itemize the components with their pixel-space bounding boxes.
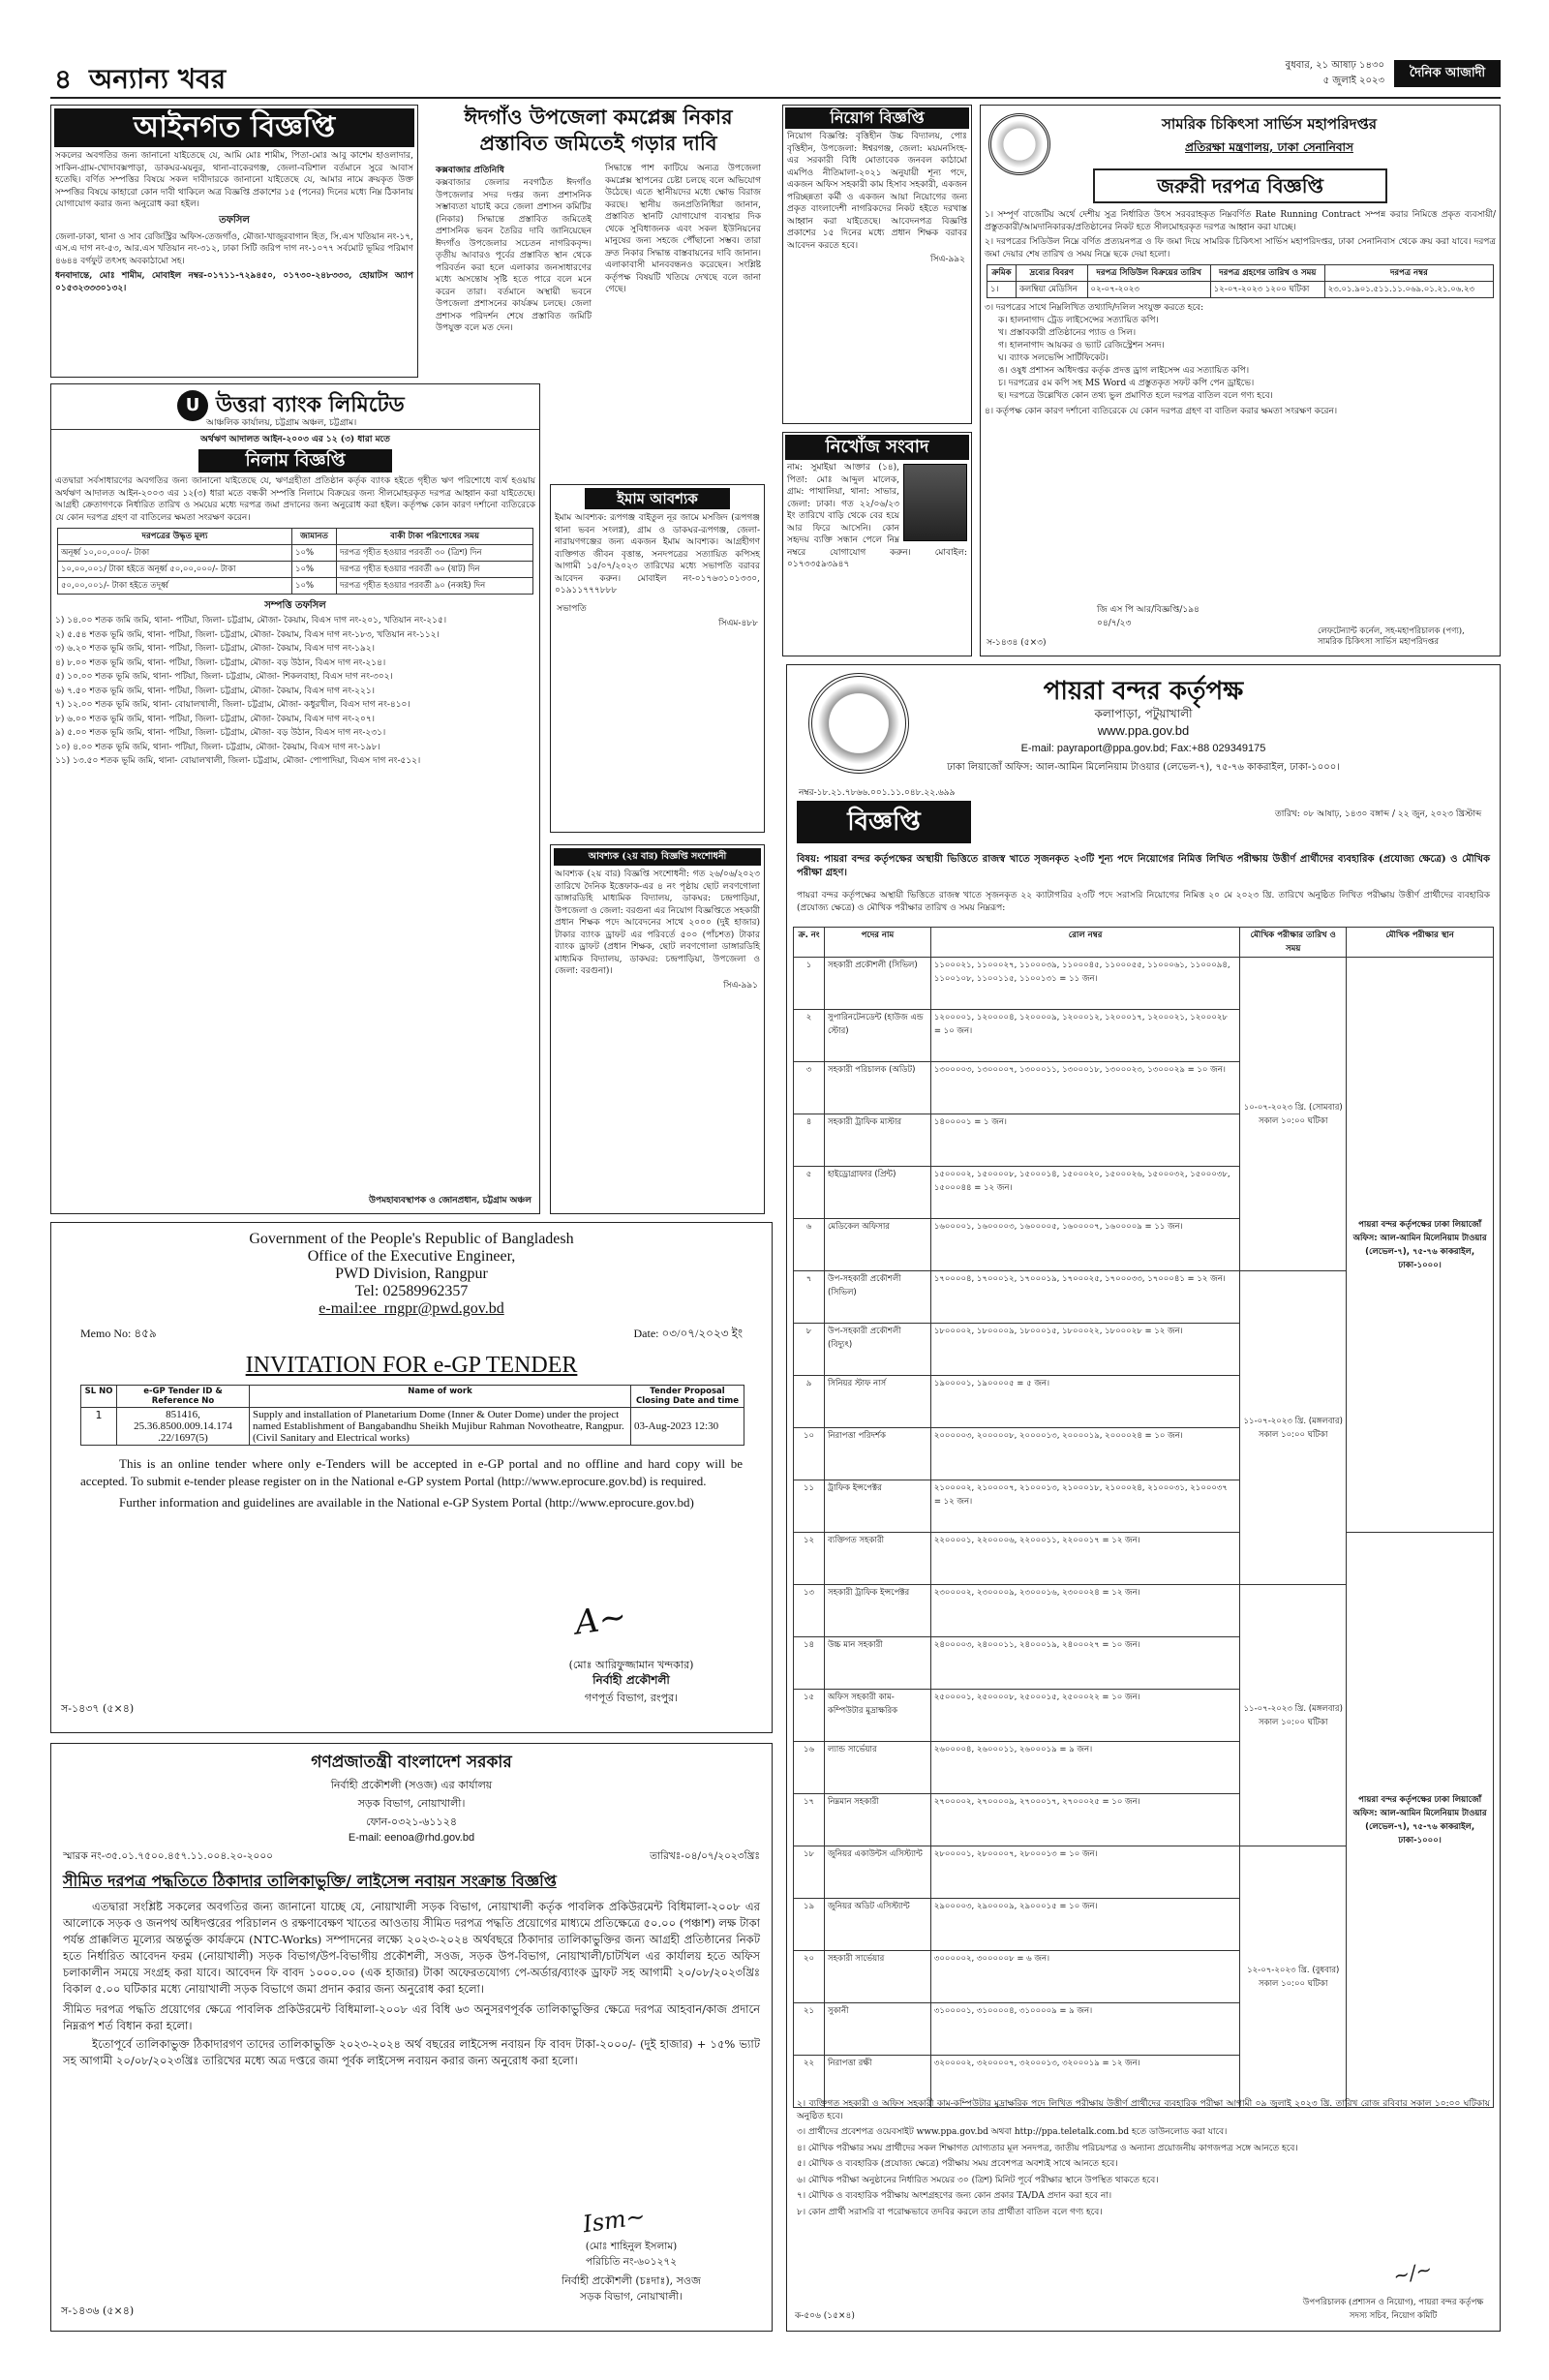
list-item: ৪) ৮.০০ শতক ভূমি জমি, থানা- পটিয়া, জিলা- চট্টগ্রাম, মৌজা- বড় উঠান, বিএস দাগ নং-২১৪। xyxy=(55,657,386,668)
table-row xyxy=(987,282,1494,298)
table-cell: ২০০০০০৩, ২০০০০০৮, ২০০০০১৩, ২০০০০১৯, ২০০০০২৪ = ১০ জন। xyxy=(930,1428,1239,1480)
pwd-table xyxy=(80,1385,744,1446)
list-item: খ। প্রস্তাবকারী প্রতিষ্ঠানের প্যাড ও সিল। xyxy=(998,327,1137,338)
list-item: চ। দরপত্রের ৫ম কপি সহ MS Word এ প্রস্তুতকৃত সফট কপি পেন ড্রাইভে। xyxy=(998,378,1255,388)
table-cell: পায়রা বন্দর কর্তৃপক্ষের ঢাকা লিয়াজোঁ অফিস: আল-আমিন মিলেনিয়াম টাওয়ার (লেভেল-৭), ৭৫-৭৬ কাকরাইল, ঢাকা-১০০০। xyxy=(1347,958,1494,1533)
news-headline: ঈদগাঁও উপজেলা কমপ্লেক্স নিকার প্রস্তাবিত জমিতেই গড়ার দাবি xyxy=(464,106,733,155)
table-cell: জুনিয়র অডিট এসিস্ট্যান্ট xyxy=(824,1899,930,1951)
table-cell: ১০-০৭-২০২৩ খ্রি. (সোমবার) সকাল ১০:০০ ঘটিকা xyxy=(1240,958,1347,1271)
table-cell: ১ xyxy=(794,958,825,1010)
rhd-div: সড়ক বিভাগ, নোয়াখালী। xyxy=(357,1797,466,1810)
list-item: ৬) ৭.৫০ শতক ভূমি জমি, থানা- পটিয়া, জিলা- চট্টগ্রাম, মৌজা- কৈয়াম, বিএস দাগ নং-২২১। xyxy=(55,686,375,696)
payra-email: E-mail: payraport@ppa.gov.bd; Fax:+88 029349175 xyxy=(1020,743,1266,754)
payra-notes xyxy=(793,2098,1494,2222)
table-cell: ১৪০০০০১ = ১ জন। xyxy=(930,1114,1239,1167)
rhd-gov: গণপ্রজাতন্ত্রী বাংলাদেশ সরকার xyxy=(311,1753,512,1772)
list-item: ১০) ৪.০০ শতক ভূমি জমি, থানা- পটিয়া, জিলা- চট্টগ্রাম, মৌজা- কৈয়াম, বিএস দাগ নং-১৯৮। xyxy=(55,742,380,752)
rhd-title: সীমিত দরপত্র পদ্ধতিতে ঠিকাদার তালিকাভুক্তি/ লাইসেন্স নবায়ন সংক্রান্ত বিজ্ঞপ্তি xyxy=(63,1872,557,1890)
table-cell: অনূর্ধ্ব ১০,০০,০০০/- টাকা xyxy=(58,545,292,562)
table-cell: অফিস সহকারী কাম-কম্পিউটার মুদ্রাক্ষরিক xyxy=(824,1690,930,1742)
table-cell: ২৮০০০০১, ২৮০০০০৭, ২৮০০০১৩ = ১০ জন। xyxy=(930,1846,1239,1899)
correction-code: সিএ-৯৯১ xyxy=(723,980,758,991)
imam-notice xyxy=(550,484,765,833)
rhd-memo: স্মারক নং-৩৫.০১.৭৫০০.৪৫৭.১১.০০৪.২০-২০০০ xyxy=(63,1850,274,1862)
table-row xyxy=(794,958,1494,1010)
pwd-memo: Memo No: ৪৫৯ xyxy=(80,1327,157,1340)
table-cell: 03-Aug-2023 12:30 xyxy=(631,1408,744,1446)
table-cell: ১০% xyxy=(291,545,336,562)
pwd-th: SL NO xyxy=(81,1386,117,1408)
table-cell: ১২০০০০১, ১২০০০০৪, ১২০০০০৯, ১২০০০১২, ১২০০০১৭, ১২০০০২১, ১২০০০২৮ = ১০ জন। xyxy=(930,1010,1239,1062)
pwd-email: e-mail:ee_rngpr@pwd.gov.bd xyxy=(319,1300,504,1317)
table-cell: ২১ xyxy=(794,2003,825,2056)
payra-sign2: সদস্য সচিব, নিয়োগ কমিটি xyxy=(1349,2311,1438,2321)
missing-photo xyxy=(903,464,967,541)
table-cell: সহকারী ট্রাফিক ইন্সপেক্টর xyxy=(824,1585,930,1637)
payra-office: ঢাকা লিয়াজোঁ অফিস: আল-আমিন মিলেনিয়াম টাওয়ার (লেভেল-৭), ৭৫-৭৬ কাকরাইল, ঢাকা-১০০০। xyxy=(947,762,1340,773)
table-cell: 851416, 25.36.8500.009.14.174 .22/1697(5) xyxy=(117,1408,250,1446)
pwd-sign1: (মোঃ আরিফুজ্জামান খন্দকার) xyxy=(568,1659,694,1671)
table-cell: ১০ xyxy=(794,1428,825,1480)
pwd-p2: Further information and guidelines are available in the National e-GP System Portal (http://www.eprocure.gov.bd) xyxy=(119,1495,694,1510)
cmh-th: দরপত্র সিডিউল বিক্রয়ের তারিখ xyxy=(1087,265,1210,282)
recruitment-notice xyxy=(550,383,765,436)
rhd-tel: ফোন-০৩২১-৬১১২৪ xyxy=(365,1816,457,1828)
list-item: ৩) ৬.২০ শতক ভূমি জমি, থানা- পটিয়া, জিলা- চট্টগ্রাম, মৌজা- কৈয়াম, বিএস দাগ নং-১৯২। xyxy=(55,644,375,654)
header-rule xyxy=(50,97,1501,99)
cmh-p3: ৩। দরপত্রের সাথে নিম্নলিখিত তথ্যাদি/দলিল সংযুক্ত করতে হবে: xyxy=(985,303,1204,313)
table-cell: দরপত্র গৃহীত হওয়ার পরবর্তী ৩০ (ত্রিশ) দিন xyxy=(337,545,533,562)
table-cell: ১৭০০০০৪, ১৭০০০১২, ১৭০০০১৯, ১৭০০০২৫, ১৭০০০৩৩, ১৭০০০৪১ = ১২ জন। xyxy=(930,1271,1239,1324)
table-cell: ২১০০০০২, ২১০০০০৭, ২১০০০১৩, ২১০০০১৮, ২১০০০২৪, ২১০০০৩১, ২১০০০৩৭ = ১২ জন। xyxy=(930,1480,1239,1533)
table-cell: ১৯ xyxy=(794,1899,825,1951)
table-cell: মেডিকেল অফিসার xyxy=(824,1219,930,1271)
section-title: অন্যান্য খবর xyxy=(89,63,227,95)
table-cell: উপ-সহকারী প্রকৌশলী (বিদ্যুৎ) xyxy=(824,1324,930,1376)
table-cell: ১১ xyxy=(794,1480,825,1533)
correction-title: আবশ্যক (২য় বার) বিজ্ঞপ্তি সংশোধনী xyxy=(554,848,761,866)
list-item: ২। ব্যক্তিগত সহকারী ও অফিস সহকারী কাম-কম্পিউটার মুদ্রাক্ষরিক পদে লিখিত পরীক্ষায় উত্তীর্ণ প্রার্থীদের ব্যবহারিক পরীক্ষা আগামী ০৯ জুলাই ২০২৩ খ্রি. তারিখ রোজ রবিবার সকাল ১০:০০ ঘটিকায় অনুষ্ঠিত হবে। xyxy=(797,2099,1491,2121)
table-cell: ৬ xyxy=(794,1219,825,1271)
rhd-code: স-১৪৩৬ (৫×৪) xyxy=(61,2304,135,2317)
table-cell: ১৩ xyxy=(794,1585,825,1637)
uttara-bank-notice xyxy=(50,383,540,1214)
cmh-th: দ্রব্যের বিবরণ xyxy=(1016,265,1087,282)
list-item: ১) ১৪.০০ শতক জমি জমি, থানা- পটিয়া, জিলা- চট্টগ্রাম, মৌজা- কৈয়াম, বিএস দাগ নং-২০১, খতিয়ান নং-২১৫। xyxy=(55,616,447,626)
rhd-office: নির্বাহী প্রকৌশলী (সওজ) এর কার্যালয় xyxy=(330,1779,493,1791)
table-cell: সহকারী পরিচালক (অডিট) xyxy=(824,1062,930,1114)
legal-notice-body: সকলের অবগতির জন্য জানানো যাইতেছে যে, আমি মোঃ শামীম, পিতা-মোঃ আবু কাশেম হাওলাদার, সাকিন-গ্রাম-খোদাবক্সপাড়া, ডাকঘর-ময়নুর, থানা-বাকেরগঞ্জ, জেলা-বরিশাল বর্তমানে সুরে আবাস হতেছি। বর্ণিত সম্পত্তির বিষয়ে সকল দাবীদারকে জানানো যাইতেছে যে, আমার নামে ক্রয়কৃত উক্ত সম্পত্তির বিষয়ে কাহারো কোন দাবী থাকিলে অত্র বিজ্ঞপ্তি প্রকাশের ১৫ (পনের) দিনের মধ্যে নিম্ন ঠিকানায় যোগাযোগ করার জন্য অনুরোধ করা হইল। xyxy=(55,151,413,209)
table-cell: ১৮০০০০২, ১৮০০০০৯, ১৮০০০১৫, ১৮০০০২২, ১৮০০০২৮ = ১২ জন। xyxy=(930,1324,1239,1376)
table-cell: ১৬০০০০১, ১৬০০০০৩, ১৬০০০০৫, ১৬০০০০৭, ১৬০০০০৯ = ১১ জন। xyxy=(930,1219,1239,1271)
table-cell: উচ্চ মান সহকারী xyxy=(824,1637,930,1690)
table-cell: ১১-০৭-২০২৩ খ্রি. (মঙ্গলবার) সকাল ১০:০০ ঘটিকা xyxy=(1240,1585,1347,1846)
table-cell: ট্রাফিক ইন্সপেক্টর xyxy=(824,1480,930,1533)
cmh-memo: জি এস পি আর/বিজ্ঞপ্তি/১৯৪ xyxy=(1097,605,1200,615)
pwd-sign2: নির্বাহী প্রকৌশলী xyxy=(592,1673,670,1687)
table-cell: ১। xyxy=(987,282,1017,298)
pwd-gov: Government of the People's Republic of Bangladesh xyxy=(249,1231,574,1247)
list-item: ক। হালনাগাদ ট্রেড লাইসেন্সের সত্যায়িত কপি। xyxy=(998,315,1159,325)
list-item: ৭) ১২.০০ শতক ভূমি জমি, থানা- বোয়ালখালী, জিলা- চট্টগ্রাম, মৌজা- কধুরখীল, বিএস দাগ নং-৪১০। xyxy=(55,700,410,710)
pwd-office: Office of the Executive Engineer, xyxy=(307,1248,516,1265)
list-item: ৫) ১০.০০ শতক ভূমি জমি, থানা- পটিয়া, জিলা- চট্টগ্রাম, মৌজা- শিকলবাহা, বিএস দাগ নং-৩০২। xyxy=(55,672,393,682)
recruitment-title: নিয়োগ বিজ্ঞপ্তি xyxy=(785,107,969,129)
legal-schedule: জেলা-ঢাকা, থানা ও সাব রেজিস্ট্রির অফিস-তেজগাঁও, মৌজা-খাজুরবাগান হিত, সি.এস খতিয়ান নং-১৭, এস.এ দাগ নং-৫৩, আর.এস খতিয়ান নং-৩১২, ঢাকা সিটি জরিপ দাগ নং-১০৭৭ সর্বমোট ভূমির পরিমাণ ৪৬৪৪ বর্গফুট তৎসহ অবকাঠামো সহ। xyxy=(55,231,413,266)
list-item: ঙ। ওষুধ প্রশাসন অধিদপ্তর কর্তৃক প্রদত্ত ড্রাগ লাইসেন্স এর সত্যায়িত কপি। xyxy=(998,365,1250,376)
table-cell: ২২০০০০১, ২২০০০০৬, ২২০০০১১, ২২০০০১৭ = ১২ জন। xyxy=(930,1533,1239,1585)
cmh-title: জরুরী দরপত্র বিজ্ঞপ্তি xyxy=(1093,168,1387,203)
table-row xyxy=(58,545,533,562)
pwd-date: Date: ০৩/০৭/২০২৩ ইং xyxy=(633,1327,743,1340)
legal-notice-title: আইনগত বিজ্ঞপ্তি xyxy=(54,108,414,147)
rhd-date: তারিখঃ-০৪/০৭/২০২৩খ্রিঃ xyxy=(650,1850,760,1862)
table-cell: ১৫০০০০২, ১৫০০০০৮, ১৫০০০১৪, ১৫০০০২০, ১৫০০০২৬, ১৫০০০৩২, ১৫০০০৩৮, ১৫০০০৪৪ = ১২ জন। xyxy=(930,1167,1239,1219)
table-cell: সহকারী প্রকৌশলী (সিভিল) xyxy=(824,958,930,1010)
payra-org: পায়রা বন্দর কর্তৃপক্ষ xyxy=(1043,677,1244,706)
payra-memo: নম্বর-১৮.২১.৭৮৬৬.০০১.১১.০৪৮.২২.৬৯৯ xyxy=(799,788,956,798)
table-cell: ব্যক্তিগত সহকারী xyxy=(824,1533,930,1585)
imam-body: ইমাম আবশ্যক: রূপগঞ্জ বাইতুল নূর জামে মসজিদ (রূপগঞ্জ থানা ভবন সংলগ্ন), গ্রাম ও ডাকঘর-রূপগঞ্জ, জেলা- নারায়ণগঞ্জের জন্য একজন ইমাম আবশ্যক। আগ্রহীগণ ব্যক্তিগত জীবন বৃত্তান্ত, সনদপত্রের সত্যায়িত কপিসহ আগামী ১৫/০৭/২০২৩ তারিখের মধ্যে সভাপতি বরাবর আবেদন করুন। মোবাইল নং-০১৭৬৩১০১৩৩০, ০১৯১১৭৭৭৮৮৮ xyxy=(555,513,760,595)
cmh-th: দরপত্র নম্বর xyxy=(1324,265,1493,282)
table-cell: পায়রা বন্দর কর্তৃপক্ষের ঢাকা লিয়াজোঁ অফিস: আল-আমিন মিলেনিয়াম টাওয়ার (লেভেল-৭), ৭৫-৭৬ কাকরাইল, ঢাকা-১০০০। xyxy=(1347,1533,1494,2108)
payra-title: বিজ্ঞপ্তি xyxy=(797,801,971,843)
table-cell: Supply and installation of Planetarium Dome (Inner & Outer Dome) under the project named Establishment of Bangabandhu Sheikh Mujibur Rahman Novotheatre, Rangpur. (Civil Sanitary and Electrical works) xyxy=(250,1408,631,1446)
list-item: ৫। মৌখিক ও ব্যবহারিক (প্রযোজ্য ক্ষেত্রে) পরীক্ষায় সময় প্রবেশপত্র অবশ্যই সাথে আনতে হবে। xyxy=(797,2159,1118,2169)
list-item: গ। হালনাগাদ আয়কর ও ভ্যাট রেজিস্ট্রেশন সনদ। xyxy=(998,340,1165,351)
table-cell: ১১০০০২১, ১১০০০২৭, ১১০০০৩৯, ১১০০০৪৫, ১১০০০৫৫, ১১০০০৬১, ১১০০০৯৪, ১১০০১০৮, ১১০০১১৫, ১১০০১৩১ = ১১ জন। xyxy=(930,958,1239,1010)
news-article xyxy=(432,105,765,378)
table-cell: ২৪০০০০৩, ২৪০০০১১, ২৪০০০১৯, ২৪০০০২৭ = ১০ জন। xyxy=(930,1637,1239,1690)
rhd-sign3: নির্বাহী প্রকৌশলী (চঃদাঃ), সওজ xyxy=(562,2274,701,2287)
correction-notice xyxy=(550,844,765,1214)
bank-th: বাকী টাকা পরিশোধের সময় xyxy=(337,529,533,545)
payra-web: www.ppa.gov.bd xyxy=(1097,723,1190,738)
table-cell: ৭ xyxy=(794,1271,825,1324)
cmh-th: দরপত্র গ্রহণের তারিখ ও সময় xyxy=(1210,265,1324,282)
table-cell: কলম্বিয়া মেডিসিন xyxy=(1016,282,1087,298)
pwd-sign3: গণপূর্ত বিভাগ, রংপুর। xyxy=(584,1692,679,1704)
table-cell: ২ xyxy=(794,1010,825,1062)
table-cell: ৮ xyxy=(794,1324,825,1376)
table-cell: হাইড্রোগ্রাফার (প্রিন্ট) xyxy=(824,1167,930,1219)
table-cell: ১৫ xyxy=(794,1690,825,1742)
table-cell: ৫০,০০,০০১/- টাকা হইতে তদূর্ধ্ব xyxy=(58,578,292,595)
pwd-title: INVITATION FOR e-GP TENDER xyxy=(245,1353,578,1378)
table-cell: ১১-০৭-২০২৩ খ্রি. (মঙ্গলবার) সকাল ১০:০০ ঘটিকা xyxy=(1240,1271,1347,1585)
missing-body: নাম: সুমাইয়া আক্তার (১৪), পিতা: মোঃ আব্দুল মালেক, গ্রাম: পাথালিয়া, থানা: সাভার, জেলা: ঢাকা। গত ২২/০৬/২৩ ইং তারিখে বাড়ি থেকে বের হয়ে আর ফিরে আসেনি। কোন সহৃদয় ব্যক্তি সন্ধান পেলে নিম্ন নম্বরে যোগাযোগ করুন। মোবাইল: ০১৭৩৩৫৯৩৯৪৭ xyxy=(787,463,967,569)
payra-intro: পায়রা বন্দর কর্তৃপক্ষের অস্থায়ী ভিত্তিতে রাজস্ব খাতে সৃজনকৃত ২২ ক্যাটাগরির ২৩টি পদে সরাসরি নিয়োগের নিমিত্ত ২০ মে ২০২৩ খ্রি. তারিখে অনুষ্ঠিত লিখিত পরীক্ষায় উত্তীর্ণ প্রার্থীদের ব্যবহারিক (প্রযোজ্য ক্ষেত্রে) ও মৌখিক পরীক্ষার তারিখ ও সময় নিম্নরূপ: xyxy=(797,891,1490,913)
pwd-div: PWD Division, Rangpur xyxy=(335,1266,488,1282)
table-row xyxy=(81,1408,744,1446)
list-item: ঘ। ব্যাংক সলভেন্সি সার্টিফিকেট। xyxy=(998,352,1109,363)
payra-th: মৌখিক পরীক্ষার স্থান xyxy=(1347,928,1494,958)
table-cell: ৩ xyxy=(794,1062,825,1114)
list-item: ৮) ৬.০০ শতক ভূমি জমি, থানা- পটিয়া, জিলা- চট্টগ্রাম, মৌজা- কৈয়াম, বিএস দাগ নং-২০৭। xyxy=(55,714,375,724)
imam-code: সিএম-৪৮৮ xyxy=(718,618,758,628)
cmh-p2: ২। দরপত্রের সিডিউল নিম্নে বর্ণিত প্রত্যয়নপত্র ও ফি জমা দিয়ে সামরিক চিকিৎসা সার্ভিস মহাপরিদপ্তর, ঢাকা সেনানিবাস থেকে ক্রয় করা যাবে। দরপত্র জমা দেয়ার শেষ তারিখ ও সময় নিম্নে ছকে দেয়া হলো। xyxy=(985,237,1496,259)
payra-code: ক-৫০৬ (১৫×৪) xyxy=(795,2311,855,2321)
table-cell: ২০ xyxy=(794,1951,825,2003)
cmh-items-list xyxy=(981,315,1500,403)
payra-th: ক্র. নং xyxy=(794,928,825,958)
table-cell: ৩২০০০০২, ৩২০০০০৭, ৩২০০০১৩, ৩২০০০১৯ = ১২ জন। xyxy=(930,2056,1239,2108)
table-row xyxy=(794,1533,1494,1585)
rhd-email: E-mail: eenoa@rhd.gov.bd xyxy=(348,1832,475,1844)
table-cell: ০২-০৭-২০২৩ xyxy=(1087,282,1210,298)
table-row xyxy=(58,578,533,595)
table-cell: উপ-সহকারী প্রকৌশলী (সিভিল) xyxy=(824,1271,930,1324)
news-col2: সিদ্ধান্তে পাশ কাটিয়ে অন্যত্র উপজেলা কমপ্লেক্স স্থাপনের চেষ্টা চলছে বলে অভিযোগ উঠেছে। এতে স্থানীয়দের মধ্যে ক্ষোভ বিরাজ করছে। স্থানীয় জনপ্রতিনিধিরা জানান, প্রস্তাবিত স্থানটি যোগাযোগ ব্যবস্থার দিক থেকে সুবিধাজনক এবং সকল ইউনিয়নের মানুষের জন্য সহজে পৌঁছানো সম্ভব। তারা দ্রুত নিকার সিদ্ধান্ত বাস্তবায়নের দাবি জানান। এলাকাবাসী মানববন্ধনও করেছেন। সংশ্লিষ্ট কর্তৃপক্ষ বিষয়টি খতিয়ে দেখছে বলে জানা গেছে। xyxy=(605,164,761,294)
list-item: ২) ৫.৫৪ শতক ভূমি জমি, থানা- পটিয়া, জিলা- চট্টগ্রাম, মৌজা- কৈয়াম, বিএস দাগ নং-১৮৩, খতিয়ান নং-১১২। xyxy=(55,629,440,640)
bank-act: অর্থঋণ আদালত আইন-২০০৩ এর ১২ (৩) ধারা মতে xyxy=(200,435,390,444)
cmh-p4: ৪। কর্তৃপক্ষ কোন কারণ দর্শানো ব্যতিরেকে যে কোন দরপত্র গ্রহণ বা বাতিল করার ক্ষমতা সংরক্ষণ করেন। xyxy=(985,406,1338,416)
table-cell: নিরাপত্তা রক্ষী xyxy=(824,2056,930,2108)
legal-notice xyxy=(50,105,418,378)
cmh-date: ০৪/৭/২৩ xyxy=(1097,619,1132,628)
bank-notice-title: নিলাম বিজ্ঞপ্তি xyxy=(198,449,392,473)
legal-contact: ধনবাদান্তে, মোঃ শামীম, মোবাইল নম্বর-০১৭১১-৭২৯৪৫০, ০১৭৩০-২৪৮৩৩৩, হোয়াটস অ্যাপ ০১৫৩২৩৩৩০১৩২। xyxy=(55,271,413,293)
cmh-th: ক্রমিক xyxy=(987,265,1017,282)
news-byline: কক্সবাজার প্রতিনিধি xyxy=(436,166,504,175)
table-cell: ১০,০০,০০১/ টাকা হইতে অনূর্ধ্ব ৫০,০০,০০০/- টাকা xyxy=(58,562,292,578)
table-cell: সিনিয়র স্টাফ নার্স xyxy=(824,1376,930,1428)
rhd-signature: Ism~ xyxy=(581,2202,648,2239)
list-item: ৪। মৌখিক পরীক্ষার সময় প্রার্থীদের সকল শিক্ষাগত যোগ্যতার মূল সনদপত্র, জাতীয় পরিচয়পত্র ও অন্যান্য প্রয়োজনীয় কাগজপত্র সঙ্গে আনতে হবে। xyxy=(797,2143,1298,2153)
table-cell: ১০% xyxy=(291,578,336,595)
legal-schedule-title: তফসিল xyxy=(219,214,250,226)
cmh-ministry: প্রতিরক্ষা মন্ত্রণালয়, ঢাকা সেনানিবাস xyxy=(1185,140,1353,154)
rhd-p3: ইতোপূর্বে তালিকাভুক্ত ঠিকাদারগণ তাদের তালিকাভুক্তি ২০২৩-২০২৪ অর্থ বছরের লাইসেন্স নবায়ন ফি বাবদ টাকা-২০০০/- (দুই হাজার) + ১৫% ভ্যাট সহ আগামী ২০/০৮/২০২৩খ্রিঃ তারিখের মধ্যে অত্র দপ্তরে জমা পূর্বক লাইসেন্স নবায়ন করার জন্য অনুরোধ করা হলো। xyxy=(63,2037,760,2067)
payra-sign: উপপরিচালক (প্রশাসন ও নিয়োগ), পায়রা বন্দর কর্তৃপক্ষ xyxy=(1302,2298,1484,2307)
table-row xyxy=(58,562,533,578)
cmh-org: সামরিক চিকিৎসা সার্ভিস মহাপরিদপ্তর xyxy=(1161,115,1378,133)
table-cell: দরপত্র গৃহীত হওয়ার পরবর্তী ৬০ (ষাট) দিন xyxy=(337,562,533,578)
imam-sign: সভাপতি xyxy=(557,603,587,614)
missing-title: নিখোঁজ সংবাদ xyxy=(785,435,969,460)
bank-sign: উপমহাব্যবস্থাপক ও জোনপ্রধান, চট্টগ্রাম অঞ্চল xyxy=(368,1196,532,1205)
table-cell: ল্যান্ড সার্ভেয়ার xyxy=(824,1742,930,1794)
bank-name: উত্তরা ব্যাংক লিমিটেড xyxy=(216,393,405,417)
table-cell: ১২-০৭-২০২৩ ১২০০ ঘটিকা xyxy=(1210,282,1324,298)
pwd-code: স-১৪৩৭ (৫×৪) xyxy=(61,1702,135,1715)
masthead-logo: দৈনিক আজাদী xyxy=(1394,60,1501,87)
list-item: ১১) ১৩.৫০ শতক ভূমি জমি, থানা- বোয়ালখালী, জিলা- চট্টগ্রাম, মৌজা- পোপাদিয়া, বিএস দাগ নং-৫১২। xyxy=(55,756,421,766)
page-header xyxy=(50,56,1501,95)
bank-body: এতদ্বারা সর্বসাধারণের অবগতির জন্য জানানো যাইতেছে যে, ঋণগ্রহীতা প্রতিষ্ঠান কর্তৃক ব্যাংক হইতে গৃহীত ঋণ পরিশোধে ব্যর্থ হওয়ায় অর্থঋণ আদালত আইন-২০০৩ এর ১২(৩) ধারা মতে বন্ধকী সম্পত্তি নিলামে বিক্রয়ের জন্য সীলমোহরকৃত দরপত্র আহ্বান করা যাইতেছে। আগ্রহী ক্রেতাগণকে নির্ধারিত তারিখ ও সময়ের মধ্যে দরপত্র জমা প্রদানের জন্য অনুরোধ করা হইল। কর্তৃপক্ষ কোন কারণ দর্শানো ব্যতিরেকে যে কোন দরপত্র গ্রহণ বা বাতিলের ক্ষমতা সংরক্ষণ করেন। xyxy=(55,476,535,523)
recruitment-body: নিয়োগ বিজ্ঞপ্তি: বৃত্তিহীন উচ্চ বিদ্যালয়, পোঃ বৃত্তিহীন, উপজেলা: ঈশ্বরগঞ্জ, জেলা: ময়মনসিংহ-এর সরকারী বিধি মোতাবেক জনবল কাঠামো এমপিও নীতিমালা-২০২১ অনুযায়ী শূন্য পদে, একজন অফিস সহকারী কাম হিসাব সহকারী, একজন পরিচ্ছন্নতা কর্মী ও একজন আয়া নিয়োগের জন্য প্রকৃত বাংলাদেশী নাগরিকদের নিকট হইতে দরখাস্ত আহ্বান করা যাইতেছে। আবেদনপত্র বিজ্ঞপ্তি প্রকাশের ১৫ দিনের মধ্যে প্রধান শিক্ষক বরাবর আবেদন করতে হবে। xyxy=(787,132,967,251)
table-cell: ১৩০০০০৩, ১৩০০০০৭, ১৩০০০১১, ১৩০০০১৮, ১৩০০০২৩, ১৩০০০২৯ = ১০ জন। xyxy=(930,1062,1239,1114)
bank-th: জামানত xyxy=(291,529,336,545)
table-cell: ১৮ xyxy=(794,1846,825,1899)
pwd-tel: Tel: 02589962357 xyxy=(354,1283,469,1299)
missing-notice xyxy=(782,432,972,656)
page-number: ৪ xyxy=(54,63,73,95)
table-cell: ১৬ xyxy=(794,1742,825,1794)
payra-th: মৌখিক পরীক্ষার তারিখ ও সময় xyxy=(1240,928,1347,958)
table-cell: দরপত্র গৃহীত হওয়ার পরবর্তী ৯০ (নব্বই) দিন xyxy=(337,578,533,595)
cmh-p1: ১। সম্পূর্ণ বাজেটিয় অর্থে দেশীয় সুত্র নির্ধারিত উৎস সরবরাহকৃত নিম্নবর্ণিত Rate Running Contract সম্পন্ন করার নিমিত্তে প্রকৃত ব্যবসায়ী/প্রস্তুতকারী/আমদানিকারক/প্রতিষ্ঠানের নিকট হতে সীলমোহরকৃত দরপত্র আহ্বান করা যাচ্ছে। xyxy=(985,210,1496,232)
table-cell: ৫ xyxy=(794,1167,825,1219)
table-cell: 1 xyxy=(81,1408,117,1446)
bank-branch: আঞ্চলিক কার্যালয়, চট্টগ্রাম অঞ্চল, চট্টগ্রাম। xyxy=(206,418,357,428)
list-item: ৭। মৌখিক ও ব্যবহারিক পরীক্ষায় অংশগ্রহণের জন্য কোন প্রকার TA/DA প্রদান করা হবে না। xyxy=(797,2191,1112,2201)
cmh-code: স-১৪৩৪ (৫×৩) xyxy=(987,638,1047,648)
bank-th: দরপত্রের উদ্ধৃত মূল্য xyxy=(58,529,292,545)
payra-loc: কলাপাড়া, পটুয়াখালী xyxy=(1094,707,1193,720)
list-item: ৩। প্রার্থীদের প্রবেশপত্র ওয়েবসাইট www.ppa.gov.bd অথবা http://ppa.teletalk.com.bd হতে ডাউনলোড করা যাবে। xyxy=(797,2127,1228,2137)
table-cell: নিম্নমান সহকারী xyxy=(824,1794,930,1846)
payra-subject: বিষয়: পায়রা বন্দর কর্তৃপক্ষের অস্থায়ী ভিত্তিতে রাজস্ব খাতে সৃজনকৃত ২৩টি শূন্য পদে নিয়োগের নিমিত্ত লিখিত পরীক্ষায় উত্তীর্ণ প্রার্থীদের ব্যবহারিক (প্রযোজ্য ক্ষেত্রে) ও মৌখিক পরীক্ষা গ্রহণ। xyxy=(797,854,1490,878)
pwd-th: Name of work xyxy=(250,1386,631,1408)
bank-schedule-title: সম্পত্তি তফসিল xyxy=(264,600,326,611)
table-cell: ৩১০০০০১, ৩১০০০০৪, ৩১০০০০৯ = ৯ জন। xyxy=(930,2003,1239,2056)
bank-deposit-table xyxy=(57,528,533,595)
pwd-th: Tender Proposal Closing Date and time xyxy=(631,1386,744,1408)
rhd-sign2: পরিচিতি নং-৬০১২৭২ xyxy=(585,2256,678,2268)
rhd-p2: সীমিত দরপত্র পদ্ধতি প্রয়োগের ক্ষেত্রে পাবলিক প্রকিউরমেন্ট বিধিমালা-২০০৮ এর বিধি ৬৩ অনুসরণপূর্বক তালিকাভুক্তির ক্ষেত্রে দরপত্র আহবান/কাজ প্রদানে নিম্নরূপ শর্ত বিধান করা হলো। xyxy=(63,2002,760,2032)
table-cell: সহকারী ট্রাফিক মাস্টার xyxy=(824,1114,930,1167)
header-date-en: ৫ জুলাই ২০২৩ xyxy=(1322,76,1384,86)
list-item: ছ। দরপত্রে উল্লেখিত কোন তথ্য ভুল প্রমাণিত হলে দরপত্র বাতিল বলে গণ্য হবে। xyxy=(998,390,1273,401)
rhd-sign1: (মোঃ শাহিনুল ইসলাম) xyxy=(585,2241,678,2252)
table-cell: নিরাপত্তা পরিদর্শক xyxy=(824,1428,930,1480)
payra-date: তারিখ: ০৮ আষাঢ়, ১৪৩০ বঙ্গাব্দ / ২২ জুন, ২০২৩ খ্রিস্টাব্দ xyxy=(1275,809,1482,819)
bank-logo-icon: U xyxy=(177,390,208,421)
table-cell: ১২ xyxy=(794,1533,825,1585)
news-col1: কক্সবাজার জেলার নবগঠিত ঈদগাঁও উপজেলার সদর দপ্তর জন্য প্রশাসনিক সম্ভাব্যতা যাচাই করে জেলা প্রশাসন কমিটির (নিকার) সিদ্ধান্তে প্রস্তাবিত জমিতেই প্রশাসনিক ভবন তৈরির দাবি জানিয়েছেন ঈদগাঁও উপজেলার সচেতন নাগরিকবৃন্দ। তৃতীয় আবারও পূর্বের প্রস্তাবিত স্থান থেকে পরিবর্তন করা হলে এলাকার জনসাধারণের মধ্যে অসন্তোষ সৃষ্টি হতে পারে বলে মনে করেন তারা। বর্তমানে অস্থায়ী ভবনে উপজেলা প্রশাসনের কার্যক্রম চলছে। জেলা প্রশাসক পরিদর্শন শেষে প্রস্তাবিত জমিটি উপযুক্ত বলে মত দেন। xyxy=(436,178,592,333)
table-cell: ২৭০০০০২, ২৭০০০০৯, ২৭০০০১৭, ২৭০০০২৫ = ১০ জন। xyxy=(930,1794,1239,1846)
table-cell: ২৯০০০০৩, ২৯০০০০৯, ২৯০০০১৫ = ১০ জন। xyxy=(930,1899,1239,1951)
header-date-bn: বুধবার, ২১ আষাঢ় ১৪৩০ xyxy=(1285,60,1384,71)
payra-port-notice xyxy=(786,664,1501,2332)
list-item: ৯) ৫.০০ শতক ভূমি জমি, থানা- পটিয়া, জিলা- চট্টগ্রাম, মৌজা- বড় উঠান, বিএস দাগ নং-২৩১। xyxy=(55,728,386,738)
cmh-emblem-icon xyxy=(988,113,1050,175)
rhd-notice xyxy=(50,1743,773,2332)
pwd-p1: This is an online tender where only e-Tenders will be accepted in e-GP portal and no offline and hard copy will be accepted. To submit e-tender please register on in the National e-GP system Portal (http://www.eprocure.gov.bd) is required. xyxy=(80,1456,743,1488)
table-cell: ৪ xyxy=(794,1114,825,1167)
payra-th: রোল নম্বর xyxy=(930,928,1239,958)
rhd-p1: এতদ্বারা সংশ্লিষ্ট সকলের অবগতির জন্য জানানো যাচ্ছে যে, নোয়াখালী সড়ক বিভাগ, নোয়াখালী কর্তৃক পাবলিক প্রকিউরমেন্ট বিধিমালা-২০০৮ এর আলোকে সড়ক ও জনপথ অধিদপ্তরের পরিচালন ও রক্ষণাবেক্ষণ খাতের আওতায় সীমিত দরপত্র পদ্ধতি প্রয়োগের মাধ্যমে প্রতিক্ষেত্রে ৫০.০০ (পঞ্চাশ) লক্ষ টাকা পর্যন্ত প্রাক্কলিত মূল্যের অন্তর্ভুক্ত কার্যক্রমে (NTC-Works) সম্পাদনের লক্ষ্যে ২০২৩-২০২৪ অর্থবছরে ঠিকাদার তালিকাভুক্তির জন্য আগ্রহী প্রতিষ্ঠানের নিকট হতে নির্ধারিত আবেদন ফরম (নোয়াখালী) সড়ক বিভাগ/উপ-বিভাগীয় প্রকৌশলী, সওজ, সড়ক উপ-বিভাগ, নোয়াখালী/চাটখিল এর কার্যালয় হতে অফিস চলাকালীন সময়ে সংগ্রহ করা যাবে। আবেদন ফি বাবদ ১০০০.০০ (এক হাজার) টাকা অফেরতযোগ্য পে-অর্ডার/ব্যাংক ড্রাফট সহ আগামী ২০/০৮/২০২৩খ্রিঃ বিকাল ৫.০০ ঘটিকার মধ্যে নোয়াখালী সড়ক বিভাগে জমা প্রদান করার জন্য অনুরোধ করা হলো। xyxy=(63,1900,760,1996)
pwd-th: e-GP Tender ID & Reference No xyxy=(117,1386,250,1408)
imam-title: ইমাম আবশ্যক xyxy=(585,488,730,509)
correction-body: আবশ্যক (২য় বার) বিজ্ঞপ্তি সংশোধনী: গত ২৬/০৬/২০২৩ তারিখে দৈনিক ইত্তেফাক-এর ৪ নং পৃষ্ঠায় ছোট লবণগোলা ডাঙ্গারডিহি মাধ্যমিক বিদ্যালয়, ডাকঘর: চন্দ্রপাড়িয়া, উপজেলা ও জেলা: বরগুনা এর নিয়োগ বিজ্ঞপ্তিতে সহকারী প্রধান শিক্ষক পদে আবেদনের সাথে ২০০০ (দুই হাজার) টাকার ব্যাংক ড্রাফট এর পরিবর্তে ৫০০ (পাঁচশত) টাকার ব্যাংক ড্রাফট (প্রধান শিক্ষক, ছোট লবণগোলা ডাঙ্গারডিহি মাধ্যমিক বিদ্যালয়, ডাকঘর: চন্দ্রপাড়িয়া, উপজেলা ও জেলা: বরগুনা)। xyxy=(555,870,760,976)
recruitment-code: সিএ-৯৯২ xyxy=(930,255,965,264)
table-cell: ৩০০০০০২, ৩০০০০০৮ = ৬ জন। xyxy=(930,1951,1239,2003)
pwd-signature: A~ xyxy=(572,1597,629,1643)
table-cell: ২৬০০০০৪, ২৬০০০১১, ২৬০০০১৯ = ৯ জন। xyxy=(930,1742,1239,1794)
cmh-sign: লেফটেন্যান্ট কর্নেল, সহ-মহাপরিচালক (পণ্য), সামরিক চিকিৎসা সার্ভিস মহাপরিদপ্তর xyxy=(1318,626,1465,647)
table-cell: ২৩০০০০২, ২৩০০০০৯, ২৩০০০১৬, ২৩০০০২৪ = ১২ জন। xyxy=(930,1585,1239,1637)
list-item: ৮। কোন প্রার্থী সরাসরি বা পরোক্ষভাবে তদবির করলে তার প্রার্থীতা বাতিল বলে গণ্য হবে। xyxy=(797,2207,1103,2217)
table-cell: ১৯০০০০১, ১৯০০০০৫ = ৫ জন। xyxy=(930,1376,1239,1428)
table-cell: ২৫০০০০১, ২৫০০০০৮, ২৫০০০১৫, ২৫০০০২২ = ১০ জন। xyxy=(930,1690,1239,1742)
table-cell: ৯ xyxy=(794,1376,825,1428)
table-cell: ১৭ xyxy=(794,1794,825,1846)
list-item: ৬। মৌখিক পরীক্ষা অনুষ্ঠানের নির্ধারিত সময়ের ৩০ (ত্রিশ) মিনিট পূর্বে পরীক্ষার স্থানে উপস্থিত থাকতে হবে। xyxy=(797,2175,1159,2185)
cmh-table xyxy=(987,264,1494,298)
payra-signature: ~/~ xyxy=(1390,2257,1435,2288)
pwd-tender-notice xyxy=(50,1222,773,1733)
table-cell: ১৪ xyxy=(794,1637,825,1690)
bank-schedule-list xyxy=(51,615,539,768)
table-cell: ১২-০৭-২০২৩ খ্রি. (বুধবার) সকাল ১০:০০ ঘটিকা xyxy=(1240,1846,1347,2108)
table-cell: সুকানী xyxy=(824,2003,930,2056)
table-cell: ২৩.০১.৯০১.৫১১.১১.০৬৯.০১.২১.০৬.২৩ xyxy=(1324,282,1493,298)
table-cell: জুনিয়র একাউন্টস এসিস্ট্যান্ট xyxy=(824,1846,930,1899)
rhd-sign4: সড়ক বিভাগ, নোয়াখালী। xyxy=(580,2291,683,2303)
recruitment-notice-box xyxy=(782,105,972,424)
table-cell: ১০% xyxy=(291,562,336,578)
table-cell: ২২ xyxy=(794,2056,825,2108)
payra-th: পদের নাম xyxy=(824,928,930,958)
cmh-tender-notice xyxy=(980,105,1501,656)
payra-table xyxy=(793,927,1494,2108)
table-cell: সুপারিনটেনডেন্ট (হাউজ এন্ড স্টোর) xyxy=(824,1010,930,1062)
table-cell: সহকারী সার্ভেয়ার xyxy=(824,1951,930,2003)
